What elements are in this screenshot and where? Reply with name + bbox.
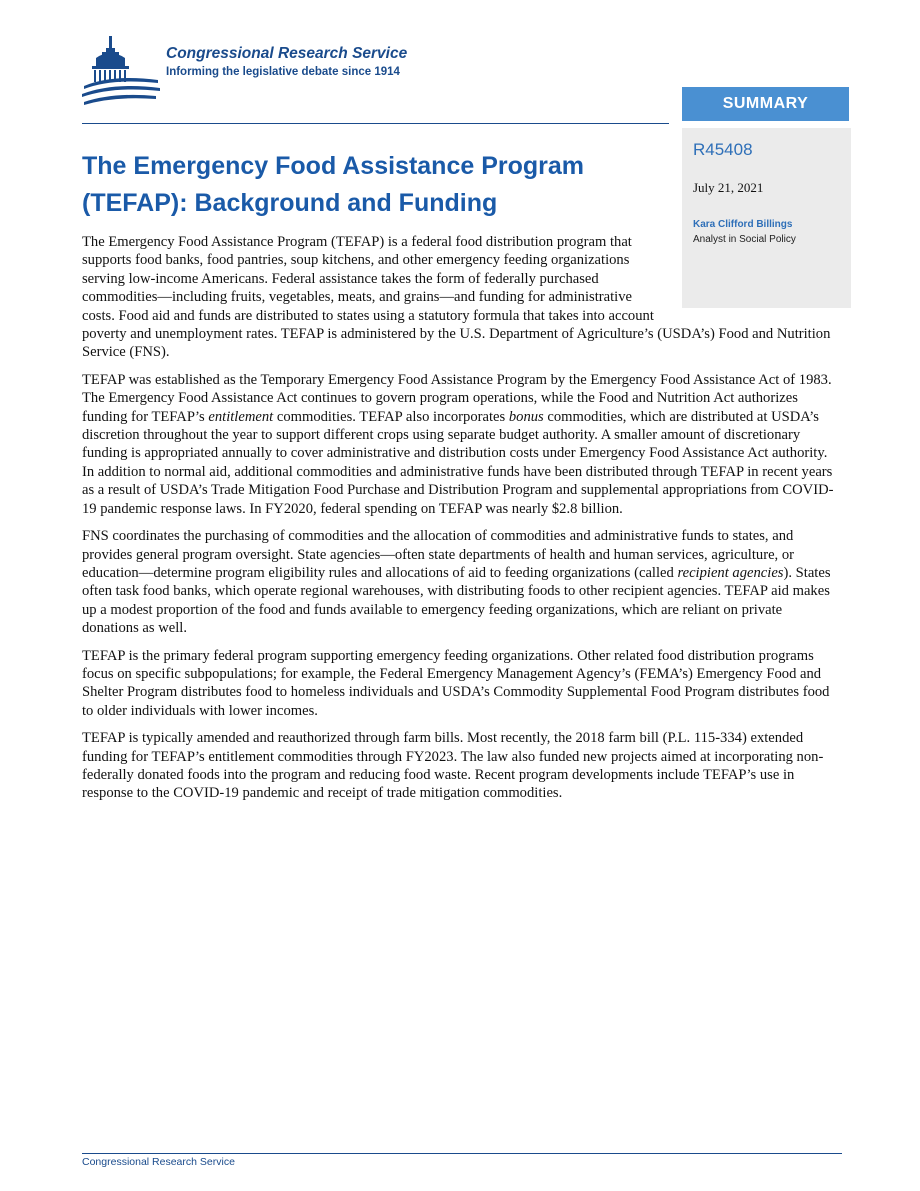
org-name: Congressional Research Service [166, 45, 408, 62]
term-recipient-agencies: recipient agencies [677, 564, 784, 581]
summary-body [82, 233, 842, 812]
paragraph-history: TEFAP was established as the Temporary Emergency Food Assistance Program by the Emergency Food Assistance Act of 1983. The Emergency Food Assistance Act continues to govern program operations, while the Food and Nutrition Act authorizes funding for TEFAP’s entitlement commodities. TEFAP also incorporates bonus commodities, which are distributed at USDA’s discretion throughout the year to support different crops using separate budget authority. A smaller amount of discretionary funding is appropriated annually to cover administrative and distribution costs under Emergency Food Assistance Act authority. In addition to normal aid, additional commodities and administrative funds have been distributed through TEFAP in recent years as a result of USDA’s Trade Mitigation Food Purchase and Distribution Program and supplemental appropriations from COVID-19 pandemic response laws. In FY2020, federal spending on TEFAP was nearly $2.8 billion. [82, 371, 834, 517]
title-line-1: The Emergency Food Assistance Program [82, 152, 585, 180]
term-entitlement: entitlement [208, 408, 274, 425]
paragraph-related-programs: TEFAP is the primary federal program supporting emergency feeding organizations. Other related food distribution programs focus on specific subpopulations; for example, the Federal Emergency Management Agency’s (FEMA’s) Emergency Food and Shelter Program distributes food to homeless individuals and USDA’s Commodity Supplemental Food Program distributes food to older individuals with lower incomes. [82, 647, 830, 719]
author-title: Analyst in Social Policy [693, 234, 796, 245]
org-tagline: Informing the legislative debate since 1914 [166, 66, 400, 78]
report-date: July 21, 2021 [693, 180, 764, 195]
capitol-dome-icon [82, 36, 172, 126]
page-title [82, 148, 642, 222]
report-number: R45408 [693, 140, 753, 159]
footer-divider [82, 1153, 842, 1154]
title-line-2: (TEFAP): Background and Funding [82, 189, 498, 217]
header-divider [82, 123, 669, 124]
paragraph-overview: The Emergency Food Assistance Program (TEFAP) is a federal food distribution program that supports food banks, food pantries, soup kitchens, and other emergency feeding organizations serving low-income Americans. Federal assistance takes the form of federally purchased commodities—including fruits, vegetables, meats, and grains—and funding for administrative costs. Food aid and funds are distributed to states using a statutory formula that takes into account poverty and unemployment rates. TEFAP is administered by the U.S. Department of Agriculture’s (USDA’s) Food and Nutrition Service (FNS). [82, 234, 831, 361]
summary-label: SUMMARY [682, 87, 849, 121]
crs-logo [82, 36, 482, 126]
paragraph-administration: FNS coordinates the purchasing of commodities and the allocation of commodities and administrative funds to states, and provides general program oversight. State agencies—often state departments of health and human services, agriculture, or education—determine program eligibility rules and allocations of aid to feeding organizations (called recipient agencies). States often task food banks, which operate regional warehouses, with distributing foods to other recipient agencies. TEFAP aid makes up a modest proportion of the food and funds available to emergency feeding organizations, which are reliant on private donations as well. [82, 528, 831, 637]
footer-text: Congressional Research Service [82, 1156, 235, 1168]
term-bonus: bonus [508, 408, 544, 425]
paragraph-reauthorization: TEFAP is typically amended and reauthorized through farm bills. Most recently, the 2018 farm bill (P.L. 115-334) extended funding for TEFAP’s entitlement commodities through FY2023. The law also funded new projects aimed at incorporating non-federally donated foods into the program and reducing food waste. Recent program developments include TEFAP’s use in response to the COVID-19 pandemic and receipt of trade mitigation commodities. [82, 730, 824, 802]
author-name: Kara Clifford Billings [693, 219, 793, 230]
